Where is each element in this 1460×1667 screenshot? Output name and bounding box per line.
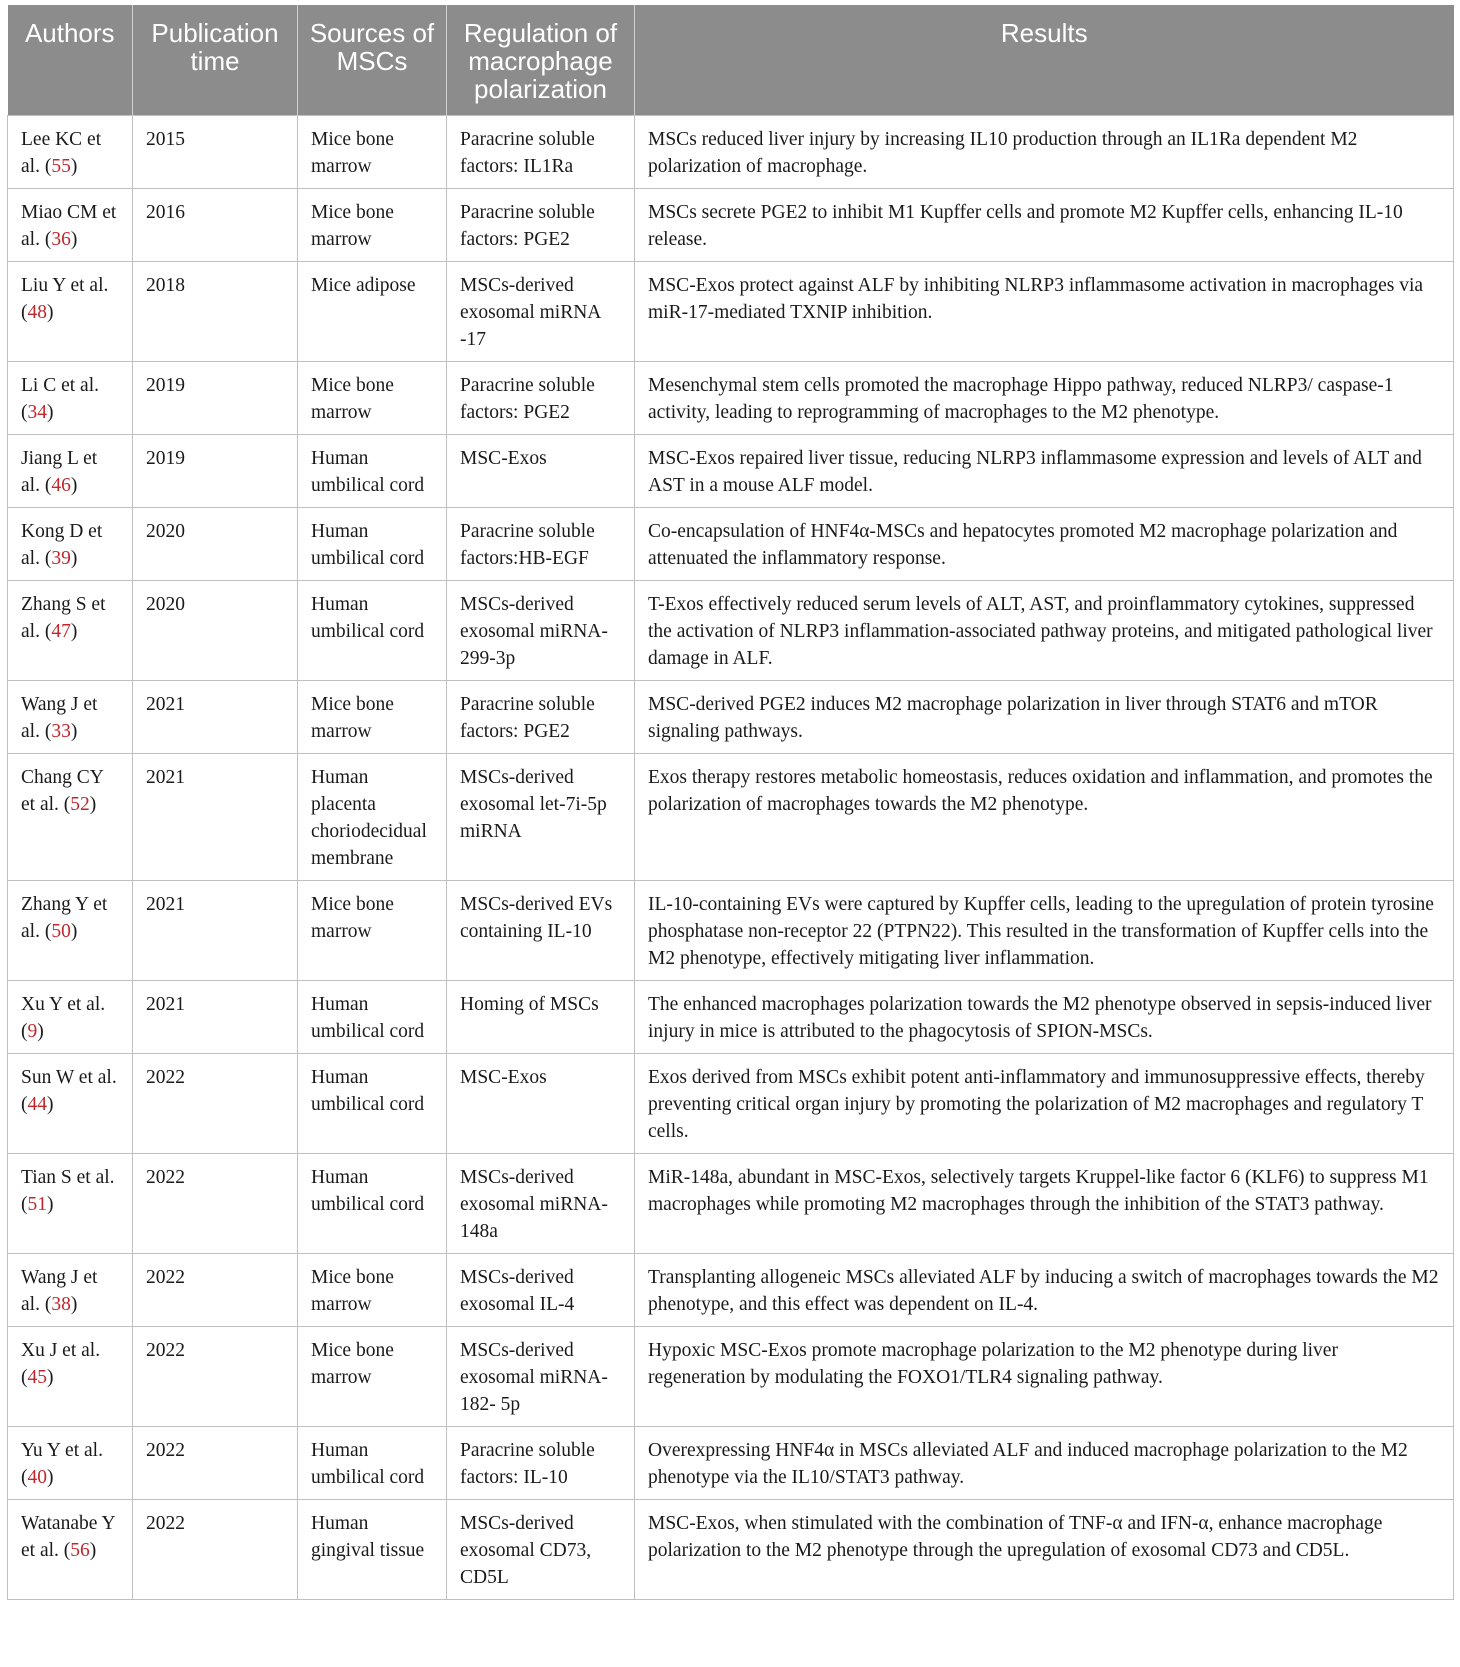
cell-author: Jiang L et al. (46) [8,435,133,508]
cell-result: Co-encapsulation of HNF4α-MSCs and hepatocytes promoted M2 macrophage polarization and attenuated the inflammatory response. [635,508,1454,581]
cell-result: Mesenchymal stem cells promoted the macrophage Hippo pathway, reduced NLRP3/ caspase-1 activity, leading to reprogramming of macrophages to the M2 phenotype. [635,362,1454,435]
cell-source: Mice bone marrow [298,1327,447,1427]
cell-source: Human umbilical cord [298,1054,447,1154]
cell-author: Li C et al. (34) [8,362,133,435]
cell-source: Mice bone marrow [298,362,447,435]
cell-regulation: MSC-Exos [447,435,635,508]
cell-publication-time: 2021 [133,981,298,1054]
table-row [8,581,1454,681]
table-row [8,189,1454,262]
cell-result: IL-10-containing EVs were captured by Kupffer cells, leading to the upregulation of protein tyrosine phosphatase non-receptor 22 (PTPN22). This resulted in the transformation of Kupffer cells into the M2 phenotype, effectively mitigating liver inflammation. [635,881,1454,981]
cell-source: Human gingival tissue [298,1500,447,1600]
cell-author: Liu Y et al. (48) [8,262,133,362]
cell-source: Mice bone marrow [298,116,447,189]
cell-publication-time: 2022 [133,1427,298,1500]
cell-source: Mice bone marrow [298,881,447,981]
cell-author: Zhang S et al. (47) [8,581,133,681]
cell-publication-time: 2015 [133,116,298,189]
header-regulation: Regulation of macrophage polarization [447,5,635,116]
reference-link[interactable]: 55 [51,156,71,177]
header-sources: Sources of MSCs [298,5,447,116]
table-row [8,508,1454,581]
author-name: Jiang L et al. [21,448,98,496]
reference-link[interactable]: 38 [51,1294,71,1315]
author-name: Zhang Y et al. [21,894,108,942]
table-row [8,1154,1454,1254]
author-name: Liu Y et al. [21,275,109,296]
cell-author: Kong D et al. (39) [8,508,133,581]
table-row [8,262,1454,362]
reference-link[interactable]: 56 [70,1540,90,1561]
cell-author: Yu Y et al. (40) [8,1427,133,1500]
author-name: Sun W et al. [21,1067,117,1088]
cell-publication-time: 2022 [133,1327,298,1427]
reference-link[interactable]: 40 [27,1467,47,1488]
reference-link[interactable]: 33 [51,721,71,742]
author-name: Yu Y et al. [21,1440,103,1461]
cell-result: Exos derived from MSCs exhibit potent anti-inflammatory and immunosuppressive effects, thereby preventing critical organ injury by promoting the polarization of M2 macrophages and regulatory T cells. [635,1054,1454,1154]
cell-publication-time: 2020 [133,508,298,581]
reference-link[interactable]: 9 [27,1021,38,1042]
reference-link[interactable]: 50 [51,921,71,942]
table-row [8,1254,1454,1327]
table-row [8,1500,1454,1600]
cell-source: Mice bone marrow [298,681,447,754]
cell-result: Exos therapy restores metabolic homeostasis, reduces oxidation and inflammation, and promotes the polarization of macrophages towards the M2 phenotype. [635,754,1454,881]
cell-regulation: Paracrine soluble factors: PGE2 [447,189,635,262]
cell-result: MSC-Exos repaired liver tissue, reducing NLRP3 inflammasome expression and levels of ALT and AST in a mouse ALF model. [635,435,1454,508]
table-row [8,1054,1454,1154]
cell-author: Xu Y et al. (9) [8,981,133,1054]
cell-source: Human umbilical cord [298,1154,447,1254]
cell-regulation: MSCs-derived exosomal miRNA-182- 5p [447,1327,635,1427]
cell-source: Mice bone marrow [298,1254,447,1327]
author-name: Li C et al. [21,375,99,396]
cell-result: MSCs secrete PGE2 to inhibit M1 Kupffer cells and promote M2 Kupffer cells, enhancing IL-10 release. [635,189,1454,262]
cell-publication-time: 2019 [133,362,298,435]
cell-result: MSC-derived PGE2 induces M2 macrophage polarization in liver through STAT6 and mTOR signaling pathways. [635,681,1454,754]
author-name: Lee KC et al. [21,129,102,177]
cell-source: Human umbilical cord [298,1427,447,1500]
table-body [8,116,1454,1600]
cell-regulation: MSCs-derived exosomal miRNA -17 [447,262,635,362]
cell-result: T-Exos effectively reduced serum levels of ALT, AST, and proinflammatory cytokines, suppressed the activation of NLRP3 inflammation-associated pathway proteins, and mitigated pathological liver damage in ALF. [635,581,1454,681]
cell-author: Wang J et al. (33) [8,681,133,754]
cell-publication-time: 2022 [133,1154,298,1254]
reference-link[interactable]: 48 [27,302,47,323]
cell-publication-time: 2018 [133,262,298,362]
cell-result: The enhanced macrophages polarization towards the M2 phenotype observed in sepsis-induced liver injury in mice is attributed to the phagocytosis of SPION-MSCs. [635,981,1454,1054]
cell-source: Human umbilical cord [298,581,447,681]
cell-regulation: MSC-Exos [447,1054,635,1154]
table-row [8,681,1454,754]
cell-result: Overexpressing HNF4α in MSCs alleviated ALF and induced macrophage polarization to the M2 phenotype via the IL10/STAT3 pathway. [635,1427,1454,1500]
cell-publication-time: 2021 [133,881,298,981]
cell-publication-time: 2022 [133,1054,298,1154]
msc-macrophage-table [7,5,1454,1600]
cell-publication-time: 2022 [133,1254,298,1327]
cell-source: Human umbilical cord [298,508,447,581]
cell-result: MSC-Exos, when stimulated with the combination of TNF-α and IFN-α, enhance macrophage polarization to the M2 phenotype through the upregulation of exosomal CD73 and CD5L. [635,1500,1454,1600]
header-authors: Authors [8,5,133,116]
author-name: Zhang S et al. [21,594,106,642]
cell-author: Sun W et al. (44) [8,1054,133,1154]
cell-publication-time: 2021 [133,681,298,754]
author-name: Xu J et al. [21,1340,101,1361]
table-header-row [8,5,1454,116]
cell-result: MSCs reduced liver injury by increasing IL10 production through an IL1Ra dependent M2 polarization of macrophage. [635,116,1454,189]
cell-author: Xu J et al. (45) [8,1327,133,1427]
cell-regulation: Paracrine soluble factors: IL-10 [447,1427,635,1500]
table-row [8,1427,1454,1500]
reference-link[interactable]: 39 [51,548,71,569]
reference-link[interactable]: 34 [27,402,47,423]
reference-link[interactable]: 47 [51,621,71,642]
cell-source: Mice adipose [298,262,447,362]
author-name: Miao CM et al. [21,202,117,250]
reference-link[interactable]: 46 [51,475,71,496]
author-name: Kong D et al. [21,521,103,569]
cell-publication-time: 2020 [133,581,298,681]
author-name: Watanabe Y et al. [21,1513,115,1561]
cell-regulation: MSCs-derived exosomal miRNA-148a [447,1154,635,1254]
cell-author: Zhang Y et al. (50) [8,881,133,981]
author-name: Wang J et al. [21,694,98,742]
cell-result: MiR-148a, abundant in MSC-Exos, selectively targets Kruppel-like factor 6 (KLF6) to suppress M1 macrophages while promoting M2 macrophages through the inhibition of the STAT3 pathway. [635,1154,1454,1254]
cell-regulation: MSCs-derived EVs containing IL-10 [447,881,635,981]
reference-link[interactable]: 44 [27,1094,47,1115]
author-name: Chang CY et al. [21,767,104,815]
cell-regulation: Paracrine soluble factors:HB-EGF [447,508,635,581]
cell-source: Human placenta choriodecidual membrane [298,754,447,881]
cell-author: Wang J et al. (38) [8,1254,133,1327]
cell-regulation: MSCs-derived exosomal let-7i-5p miRNA [447,754,635,881]
cell-result: Transplanting allogeneic MSCs alleviated ALF by inducing a switch of macrophages towards the M2 phenotype, and this effect was dependent on IL-4. [635,1254,1454,1327]
author-name: Wang J et al. [21,1267,98,1315]
table-row [8,435,1454,508]
cell-result: Hypoxic MSC-Exos promote macrophage polarization to the M2 phenotype during liver regeneration by modulating the FOXO1/TLR4 signaling pathway. [635,1327,1454,1427]
table-row [8,116,1454,189]
cell-author: Lee KC et al. (55) [8,116,133,189]
author-name: Tian S et al. [21,1167,115,1188]
cell-author: Chang CY et al. (52) [8,754,133,881]
cell-publication-time: 2021 [133,754,298,881]
reference-link[interactable]: 45 [27,1367,47,1388]
table-row [8,754,1454,881]
cell-publication-time: 2019 [133,435,298,508]
cell-regulation: Paracrine soluble factors: PGE2 [447,362,635,435]
table-row [8,362,1454,435]
table-row [8,881,1454,981]
cell-regulation: Paracrine soluble factors: IL1Ra [447,116,635,189]
cell-publication-time: 2022 [133,1500,298,1600]
author-name: Xu Y et al. [21,994,106,1015]
header-results: Results [635,5,1454,116]
cell-author: Miao CM et al. (36) [8,189,133,262]
reference-link[interactable]: 36 [51,229,71,250]
cell-source: Mice bone marrow [298,189,447,262]
cell-author: Watanabe Y et al. (56) [8,1500,133,1600]
header-publication-time: Publication time [133,5,298,116]
reference-link[interactable]: 51 [27,1194,47,1215]
table-row [8,1327,1454,1427]
cell-source: Human umbilical cord [298,981,447,1054]
cell-publication-time: 2016 [133,189,298,262]
cell-author: Tian S et al. (51) [8,1154,133,1254]
cell-source: Human umbilical cord [298,435,447,508]
cell-regulation: Homing of MSCs [447,981,635,1054]
cell-result: MSC-Exos protect against ALF by inhibiting NLRP3 inflammasome activation in macrophages via miR-17-mediated TXNIP inhibition. [635,262,1454,362]
cell-regulation: MSCs-derived exosomal miRNA-299-3p [447,581,635,681]
cell-regulation: MSCs-derived exosomal CD73, CD5L [447,1500,635,1600]
reference-link[interactable]: 52 [70,794,90,815]
cell-regulation: Paracrine soluble factors: PGE2 [447,681,635,754]
table-row [8,981,1454,1054]
cell-regulation: MSCs-derived exosomal IL-4 [447,1254,635,1327]
